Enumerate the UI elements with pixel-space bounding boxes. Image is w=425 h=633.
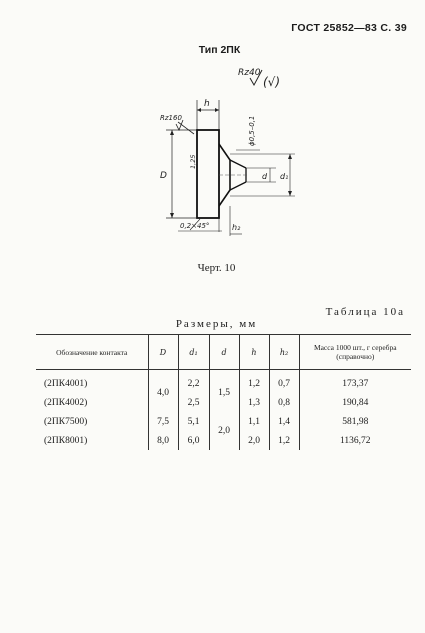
contact-body — [197, 130, 219, 218]
rz-label: Rz160 — [160, 114, 182, 122]
dim-d1-label: d₁ — [280, 172, 289, 181]
cell-designation: (2ПК7500) — [44, 416, 88, 427]
dim-d-label: d — [262, 172, 268, 181]
cell-h2: 1,4 — [269, 412, 299, 431]
cell-h2: 0,8 — [269, 393, 299, 412]
dim-h-label: h — [204, 99, 210, 109]
cell-designation: (2ПК4001) — [44, 378, 88, 389]
cell-h2: 1,2 — [269, 431, 299, 450]
col-mass: Масса 1000 шт., г серебра (справочно) — [299, 335, 411, 370]
table-label: Таблица 10а — [325, 306, 405, 318]
col-d1: d₁ — [178, 335, 209, 370]
dim-D-label: D — [160, 171, 167, 181]
cell-d1: 5,1 — [178, 412, 209, 431]
cell-mass: 1136,72 — [299, 431, 411, 450]
col-designation: Обозначение контакта — [36, 335, 148, 370]
col-d: d — [209, 335, 239, 370]
cell-h: 1,1 — [239, 412, 269, 431]
cell-D: 7,5 — [148, 412, 178, 431]
dim-phi-label: ϕ0,5–0,1 — [248, 115, 256, 146]
cell-h2: 0,7 — [269, 370, 299, 394]
cell-d1: 2,2 — [178, 370, 209, 394]
contact-drawing — [150, 64, 320, 244]
cell-h: 1,2 — [239, 370, 269, 394]
dim-125-label: 1,25 — [189, 154, 197, 169]
roughness-check: (√) — [263, 75, 281, 89]
cell-D: 8,0 — [148, 431, 178, 450]
cell-d: 1,5 — [209, 370, 239, 413]
roughness-mark: Rz40 — [238, 68, 261, 78]
table-subtitle: Размеры, мм — [175, 318, 258, 330]
col-h2: h₂ — [269, 335, 299, 370]
cell-d1: 6,0 — [178, 431, 209, 450]
dim-h2-label: h₂ — [232, 223, 241, 232]
col-D: D — [148, 335, 178, 370]
cell-mass: 173,37 — [299, 370, 411, 394]
table-row — [36, 370, 411, 394]
cell-D: 4,0 — [148, 370, 178, 413]
chamfer-label: 0,2×45° — [180, 222, 210, 230]
cell-designation: (2ПК8001) — [44, 435, 88, 446]
sizes-table — [36, 334, 411, 450]
cell-mass: 581,98 — [299, 412, 411, 431]
type-title: Тип 2ПК — [198, 44, 241, 56]
cell-d1: 2,5 — [178, 393, 209, 412]
table-row — [36, 412, 411, 431]
table-header-row — [36, 335, 411, 370]
page-header: ГОСТ 25852—83 С. 39 — [291, 22, 407, 34]
cell-designation: (2ПК4002) — [44, 397, 88, 408]
cell-d: 2,0 — [209, 412, 239, 450]
figure-caption: Черт. 10 — [197, 262, 236, 274]
col-h: h — [239, 335, 269, 370]
cell-h: 2,0 — [239, 431, 269, 450]
cell-h: 1,3 — [239, 393, 269, 412]
cell-mass: 190,84 — [299, 393, 411, 412]
